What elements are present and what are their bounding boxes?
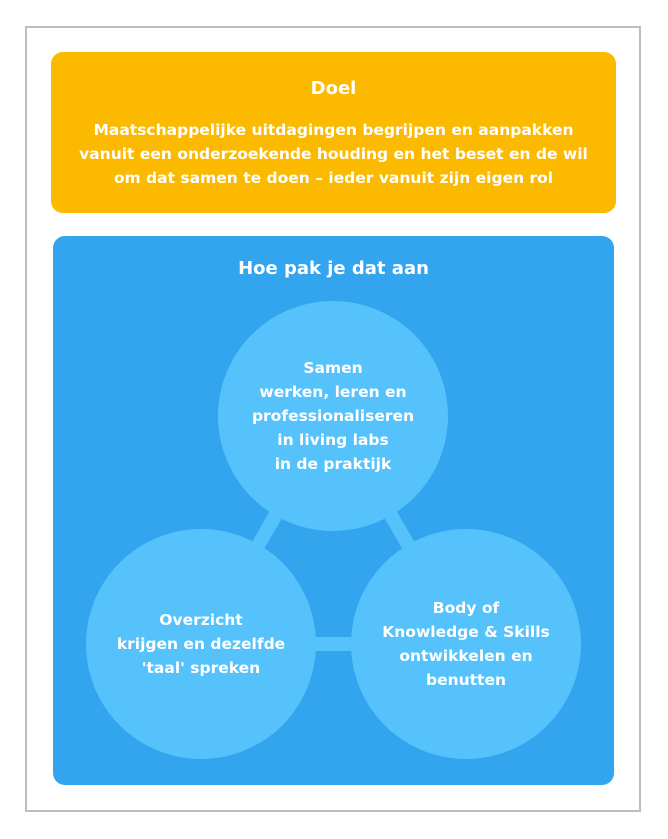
circle-knowledge-text: [382, 596, 550, 692]
goal-text-line: vanuit een onderzoekende houding en het beset en de wil: [79, 145, 588, 163]
circle-text-line: in de praktijk: [274, 455, 392, 473]
circle-overview-text: [117, 608, 285, 680]
approach-title: Hoe pak je dat aan: [238, 258, 429, 279]
goal-text-line: om dat samen te doen – ieder vanuit zijn eigen rol: [113, 169, 554, 187]
circle-overview: [86, 529, 316, 759]
circle-text-line: professionaliseren: [251, 407, 415, 425]
circle-collaborate: [218, 301, 448, 531]
circle-text-line: werken, leren en: [259, 383, 407, 401]
circle-knowledge: [351, 529, 581, 759]
circle-text-line: ontwikkelen en: [399, 647, 533, 665]
circle-collaborate-text: [252, 356, 414, 476]
goal-title: Doel: [310, 78, 357, 99]
circle-text-line: in living labs: [277, 431, 389, 449]
circle-text-line: Body of: [432, 599, 500, 617]
circle-text-line: Overzicht: [159, 611, 243, 629]
circle-text-line: Knowledge & Skills: [382, 623, 550, 641]
circle-text-line: 'taal' spreken: [141, 659, 261, 677]
circle-text-line: Samen: [303, 359, 363, 377]
goal-text-line: Maatschappelijke uitdagingen begrijpen en aanpakken: [93, 121, 574, 139]
circle-text-line: benutten: [425, 671, 507, 689]
circle-text-line: krijgen en dezelfde: [116, 635, 286, 653]
